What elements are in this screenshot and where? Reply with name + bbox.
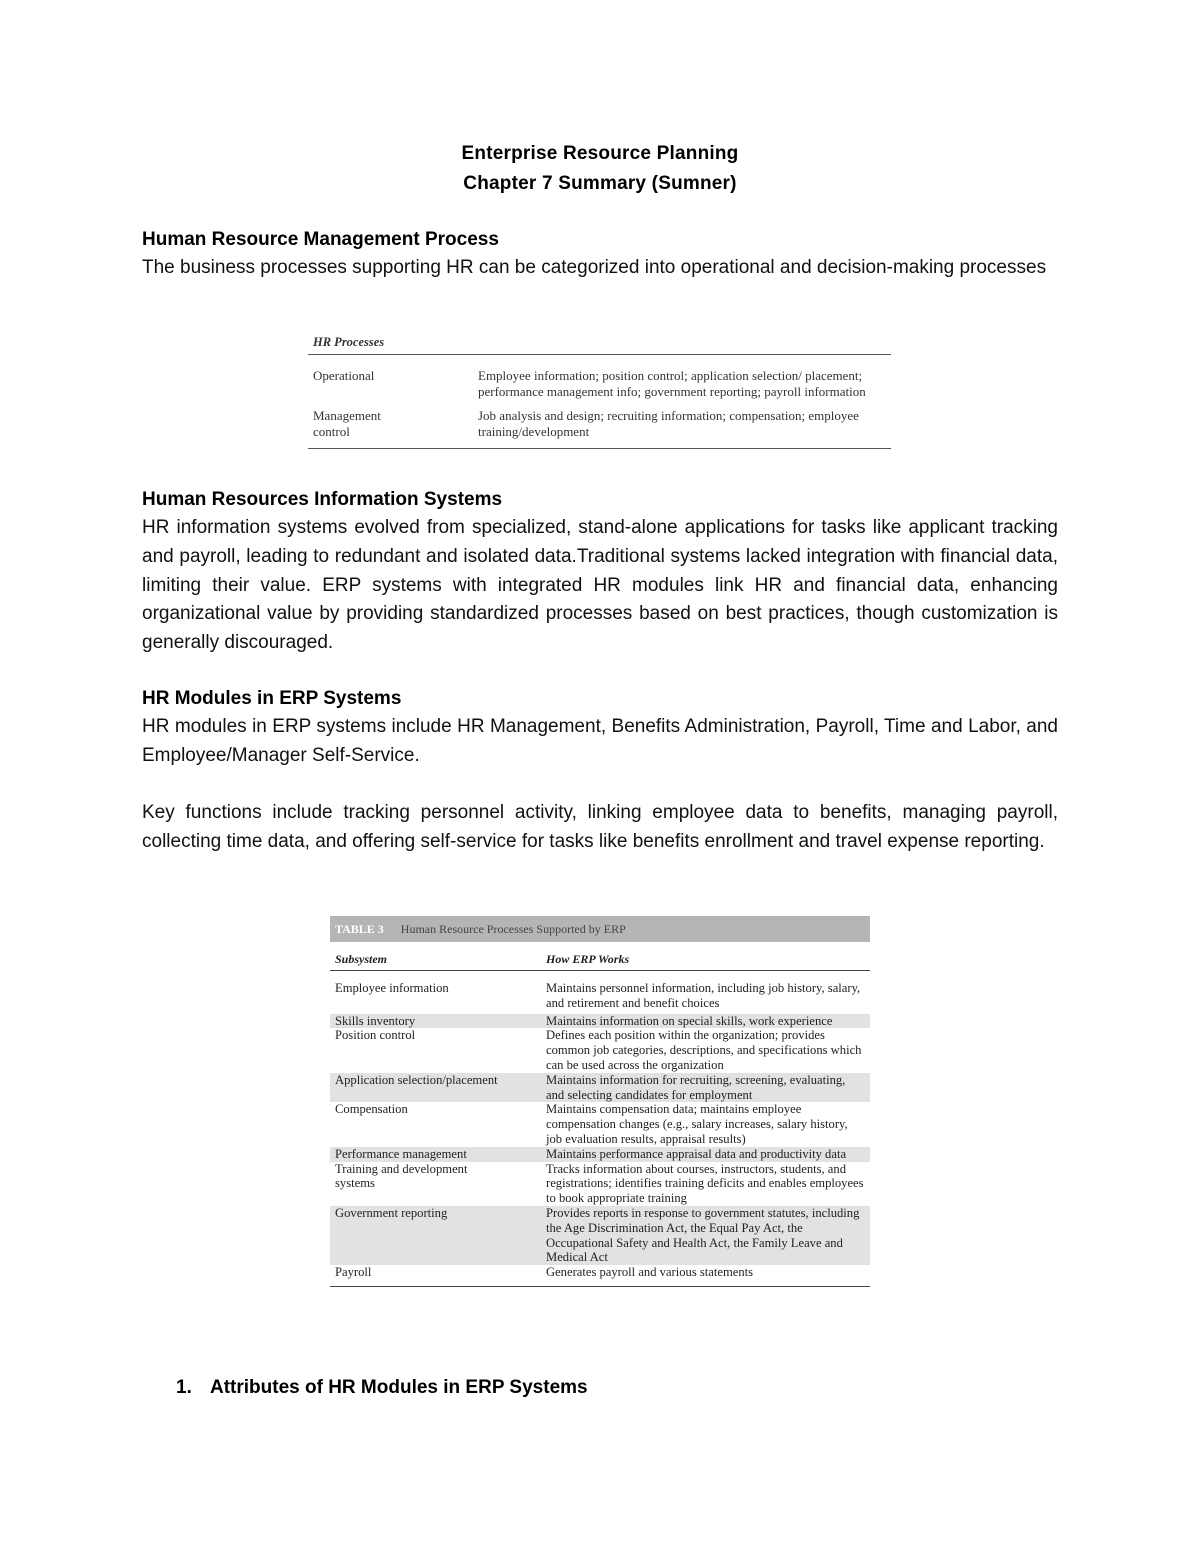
hr-processes-header: HR Processes: [308, 335, 891, 355]
list-item-heading: Attributes of HR Modules in ERP Systems: [210, 1377, 588, 1398]
table-label: TABLE 3: [335, 922, 384, 936]
table-cell-how: Maintains information for recruiting, screening, evaluating, and selecting candidates for employment: [546, 1072, 846, 1102]
section-text-hris: HR information systems evolved from specialized, stand-alone applications for tasks like applicant tracking and payroll, leading to redundant and isolated data.Traditional systems lacked integration with financial data, limiting their value. ERP systems with integrated HR modules link HR and financial data, enhancing organizational value by providing standardized processes based on best practices, though customization is generally discouraged.: [142, 517, 1058, 654]
document-subtitle: Chapter 7 Summary (Sumner): [463, 173, 737, 194]
hr-processes-figure: [308, 335, 891, 449]
table-row: [330, 1028, 870, 1072]
list-item-number: 1.: [176, 1377, 192, 1398]
table-cell-how: Maintains information on special skills, work experience: [546, 1013, 833, 1028]
hr-processes-row: [308, 408, 891, 449]
table-row: [330, 1147, 870, 1162]
process-type: Operational: [313, 368, 375, 383]
document-title: Enterprise Resource Planning: [461, 143, 739, 164]
section-heading-modules: HR Modules in ERP Systems: [142, 688, 402, 709]
table-cell-subsystem: Training and development systems: [335, 1161, 468, 1191]
table-row: [330, 1162, 870, 1206]
column-header-how-erp-works: How ERP Works: [546, 952, 630, 966]
table-cell-subsystem: Payroll: [335, 1265, 372, 1280]
table-cell-how: Maintains personnel information, including job history, salary, and retirement and benefit choices: [546, 981, 861, 1010]
process-description: Employee information; position control; application selection/ placement; performance management info; government reporting; payroll information: [478, 368, 866, 399]
hr-processes-row: [308, 368, 891, 400]
table-cell-subsystem: Compensation: [335, 1102, 408, 1117]
table-row: [330, 1073, 870, 1103]
table-row: [330, 1102, 870, 1146]
table-header-row: [330, 942, 870, 971]
table-cell-how: Maintains compensation data; maintains employee compensation changes (e.g., salary increases, salary history, job evaluation results, appraisal results): [546, 1102, 848, 1146]
table-cell-subsystem: Government reporting: [335, 1205, 448, 1220]
table-row: [330, 1206, 870, 1265]
section-heading-hrm: Human Resource Management Process: [142, 229, 499, 250]
table-row: [330, 1265, 870, 1287]
table-cell-how: Provides reports in response to government statutes, including the Age Discrimination Act, the Equal Pay Act, the Occupational Safety and Health Act, the Family Leave and Medical Act: [546, 1205, 860, 1265]
erp-table-figure: [330, 916, 870, 1287]
section-text-hrm: The business processes supporting HR can be categorized into operational and decision-making processes: [142, 257, 1047, 278]
column-header-subsystem: Subsystem: [335, 952, 388, 966]
table-caption-bar: [330, 916, 870, 942]
section-text-modules-1: HR modules in ERP systems include HR Management, Benefits Administration, Payroll, Time and Labor, and Employee/Manager Self-Service.: [142, 716, 1058, 766]
section-heading-hris: Human Resources Information Systems: [142, 489, 503, 510]
table-cell-how: Tracks information about courses, instructors, students, and registrations; identifies training deficits and enables employees to book appropriate training: [546, 1161, 864, 1206]
process-type: Management control: [313, 408, 381, 439]
table-cell-subsystem: Application selection/placement: [335, 1072, 498, 1087]
table-cell-how: Defines each position within the organization; provides common job categories, descriptions, and specifications which can be used across the organization: [546, 1028, 862, 1072]
table-cell-subsystem: Position control: [335, 1028, 416, 1043]
table-cell-subsystem: Employee information: [335, 981, 449, 995]
table-row: [330, 1014, 870, 1029]
section-text-modules-2: Key functions include tracking personnel activity, linking employee data to benefits, managing payroll, collecting time data, and offering self-service for tasks like benefits enrollment and travel expense reporting.: [142, 802, 1058, 852]
table-row: [330, 981, 870, 1011]
table-cell-how: Maintains performance appraisal data and productivity data: [546, 1146, 847, 1161]
table-cell-how: Generates payroll and various statements: [546, 1265, 754, 1280]
table-caption: Human Resource Processes Supported by ERP: [400, 922, 626, 936]
table-cell-subsystem: Performance management: [335, 1146, 467, 1161]
table-cell-subsystem: Skills inventory: [335, 1013, 416, 1028]
process-description: Job analysis and design; recruiting information; compensation; employee training/development: [478, 408, 859, 439]
